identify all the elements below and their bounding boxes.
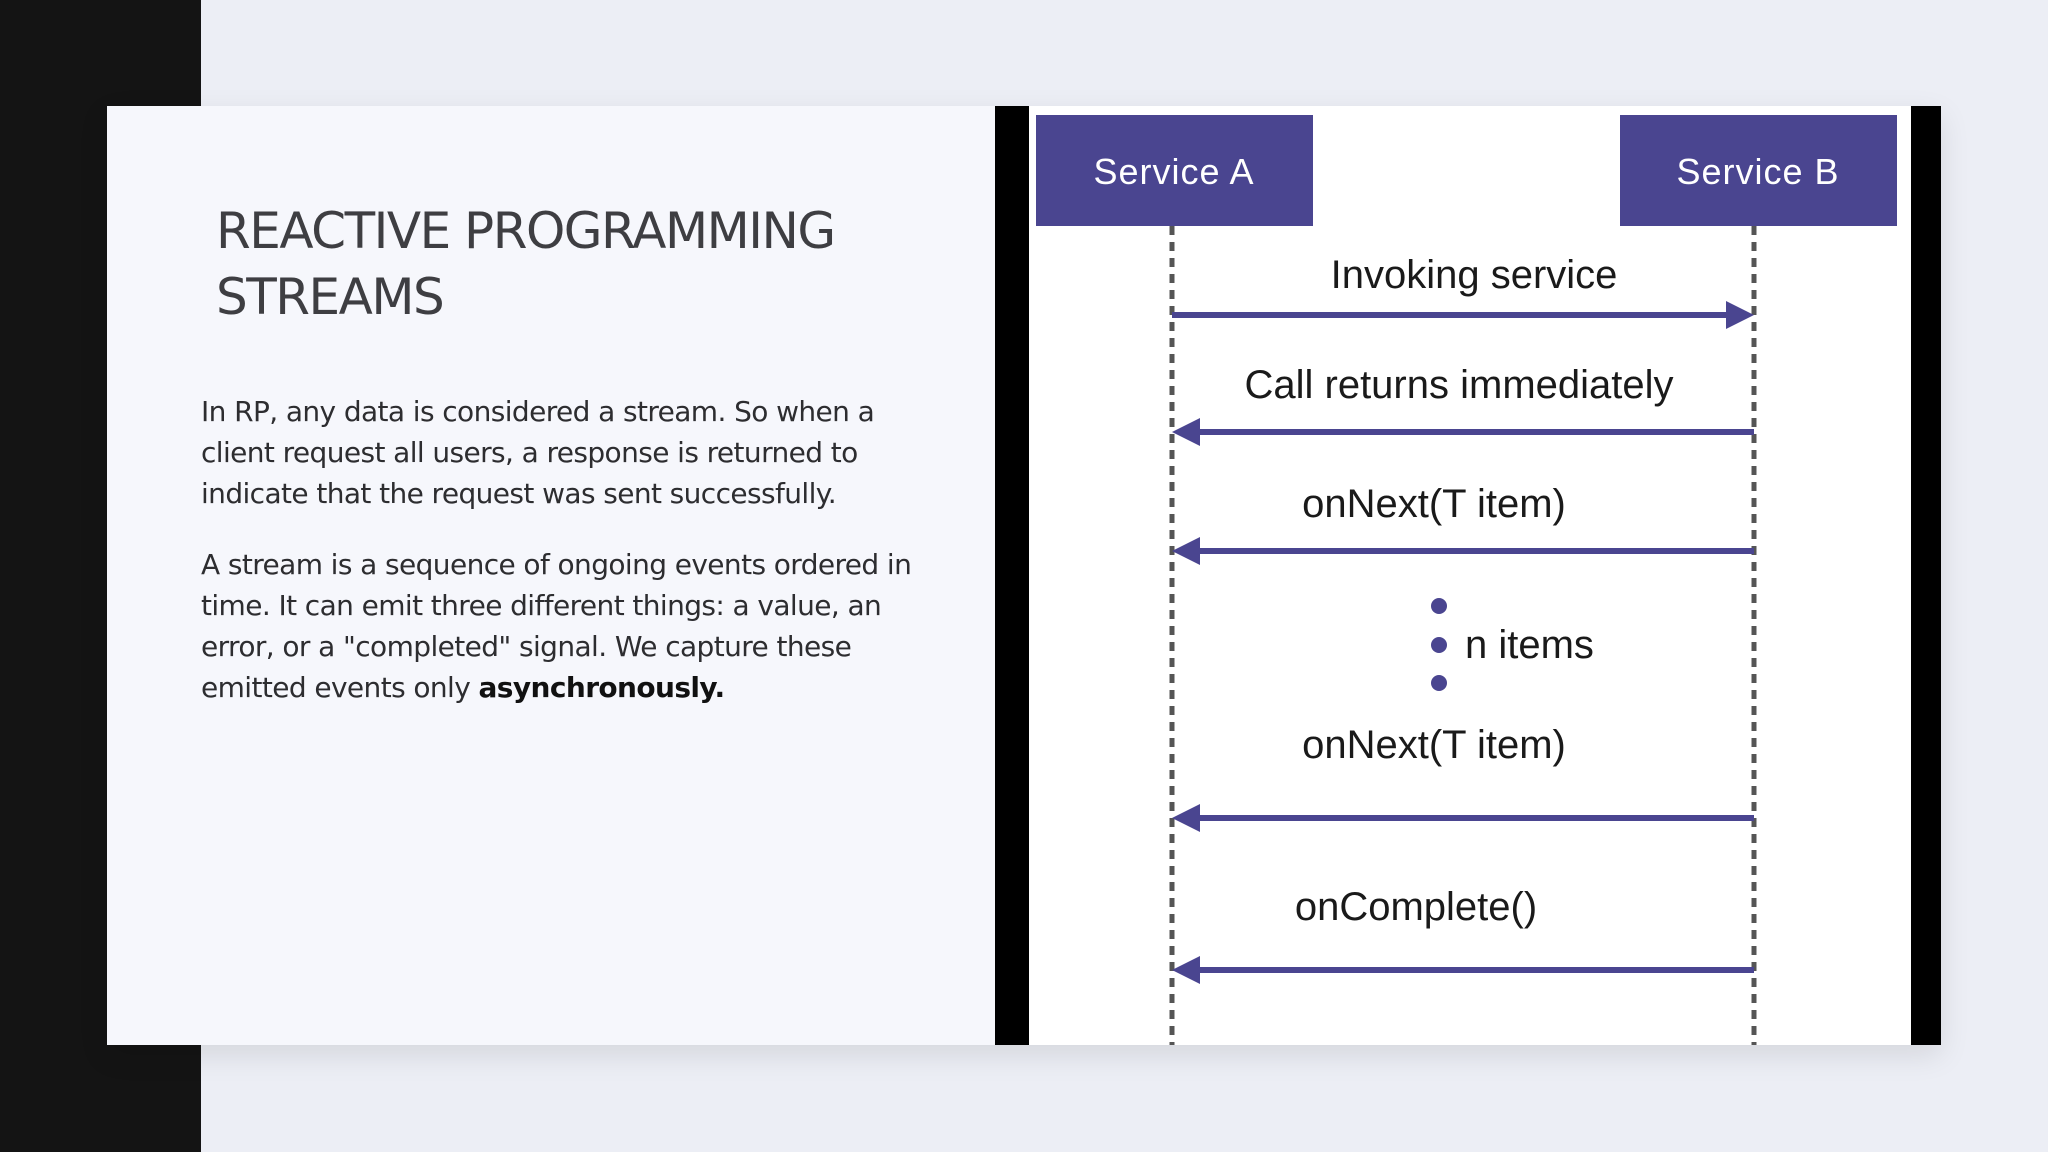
title-line-2: STREAMS [216,268,444,326]
participant-label-b: Service B [1676,151,1840,192]
arrowhead-invoking-service [1726,301,1754,329]
message-label-onnext-1: onNext(T item) [1302,482,1566,526]
paragraph-2-bold: asynchronously. [478,671,725,704]
diagram-frame [995,106,1941,1045]
paragraph-1: In RP, any data is considered a stream. So when a client request all users, a response is returned to indicate that the request was sent successfully. [201,395,875,510]
message-label-call-returns: Call returns immediately [1244,363,1674,407]
title-line-1: REACTIVE PROGRAMMING [216,202,835,260]
message-label-invoking-service: Invoking service [1330,253,1618,297]
arrowhead-onnext-2 [1172,804,1200,832]
participant-label-a: Service A [1093,151,1255,192]
slide [107,106,1941,1045]
message-label-oncomplete: onComplete() [1294,885,1538,929]
paragraph-2-text: A stream is a sequence of ongoing events ordered in time. It can emit three different things: a value, an error, or a "completed" signal. We capture these emitted events only [201,548,912,704]
ellipsis-dot-3 [1431,675,1447,691]
arrowhead-call-returns [1172,418,1200,446]
arrowhead-oncomplete [1172,956,1200,984]
ellipsis-dot-2 [1431,637,1447,653]
sequence-diagram [1029,106,1911,1045]
message-label-onnext-2: onNext(T item) [1302,723,1566,767]
slide-body [201,391,921,738]
paragraph-2 [201,544,921,708]
ellipsis-dot-1 [1431,598,1447,614]
sequence-diagram-svg [1029,106,1911,1045]
ellipsis-label-n-items: n items [1465,623,1594,667]
arrowhead-onnext-1 [1172,537,1200,565]
slide-title [216,198,936,330]
